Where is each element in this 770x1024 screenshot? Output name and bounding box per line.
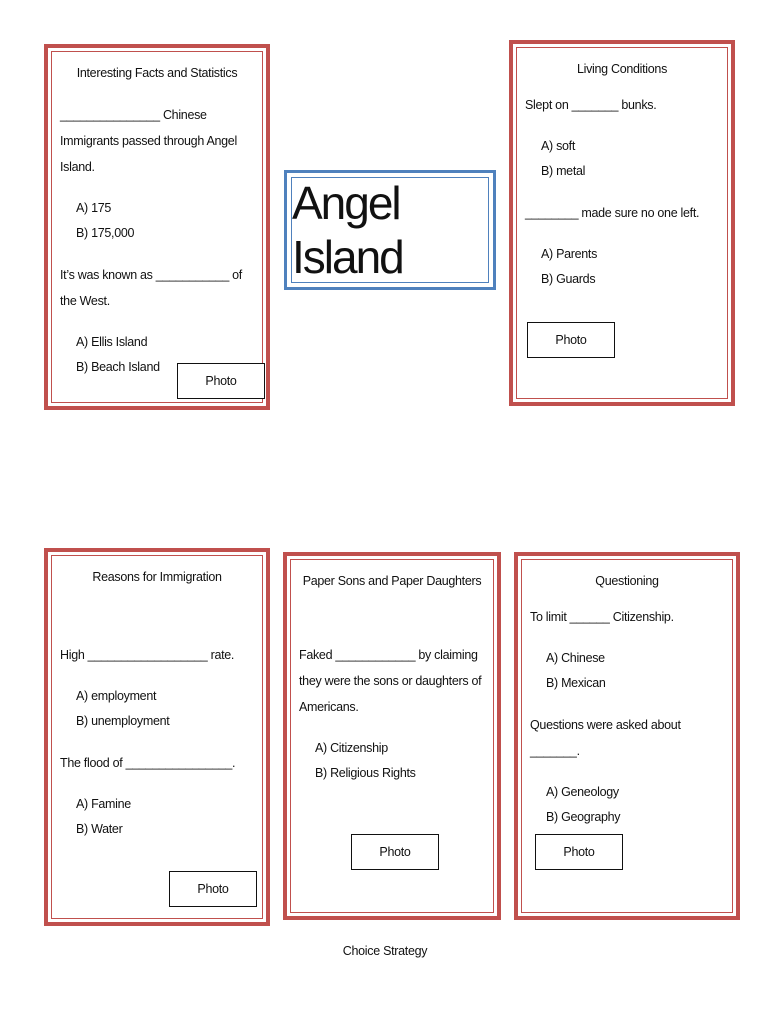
photo-box: Photo [535, 834, 623, 870]
option-b: B) Religious Rights [315, 766, 416, 780]
card-reasons-immigration [44, 548, 270, 926]
option-a: A) Famine [76, 797, 131, 811]
card-inner [290, 559, 494, 913]
photo-box: Photo [177, 363, 265, 399]
option-a: A) Chinese [546, 651, 605, 665]
options-1 [60, 196, 254, 246]
options-1 [60, 684, 254, 734]
options-2 [530, 780, 724, 830]
caption: Choice Strategy [342, 944, 428, 958]
card-inner [51, 555, 263, 919]
option-a: A) Ellis Island [76, 335, 148, 349]
options-2 [60, 792, 254, 842]
card-inner [516, 47, 728, 399]
photo-box: Photo [351, 834, 439, 870]
card-living-conditions [509, 40, 735, 406]
option-b: B) unemployment [76, 714, 170, 728]
option-b: B) Water [76, 822, 123, 836]
option-a: A) Citizenship [315, 741, 388, 755]
card-inner [521, 559, 733, 913]
question-1: Faked ____________ by claiming they were the sons or daughters of Americans. [299, 648, 482, 714]
card-paper-sons [283, 552, 501, 920]
title-box [284, 170, 496, 290]
photo-box: Photo [169, 871, 257, 907]
question-2: ________ made sure no one left. [525, 206, 700, 220]
question-1: To limit ______ Citizenship. [530, 610, 674, 624]
card-title: Reasons for Immigration [92, 570, 222, 584]
option-b: B) Mexican [546, 676, 606, 690]
option-a: A) employment [76, 689, 157, 703]
options-2 [525, 242, 719, 292]
options-1 [299, 736, 485, 786]
option-a: A) 175 [76, 201, 112, 215]
card-title: Questioning [595, 574, 659, 588]
card-facts-statistics [44, 44, 270, 410]
question-1: _______________ Chinese Immigrants passed through Angel Island. [60, 108, 237, 174]
card-title: Paper Sons and Paper Daughters [302, 574, 482, 588]
options-1 [530, 646, 724, 696]
card-inner [51, 51, 263, 403]
option-a: A) soft [541, 139, 576, 153]
main-title: Angel Island [291, 177, 489, 283]
option-a: A) Geneology [546, 785, 619, 799]
option-a: A) Parents [541, 247, 598, 261]
card-title: Living Conditions [576, 62, 668, 76]
card-questioning [514, 552, 740, 920]
photo-box: Photo [527, 322, 615, 358]
option-b: B) 175,000 [76, 226, 135, 240]
options-1 [525, 134, 719, 184]
card-title: Interesting Facts and Statistics [76, 66, 238, 80]
option-b: B) Beach Island [76, 360, 160, 374]
question-1: Slept on _______ bunks. [525, 98, 657, 112]
question-2: The flood of ________________. [60, 756, 236, 770]
question-1: High __________________ rate. [60, 648, 235, 662]
question-2: Questions were asked about _______. [530, 718, 681, 758]
option-b: B) Geography [546, 810, 621, 824]
option-b: B) Guards [541, 272, 596, 286]
option-b: B) metal [541, 164, 586, 178]
question-2: It’s was known as ___________ of the West. [60, 268, 242, 308]
